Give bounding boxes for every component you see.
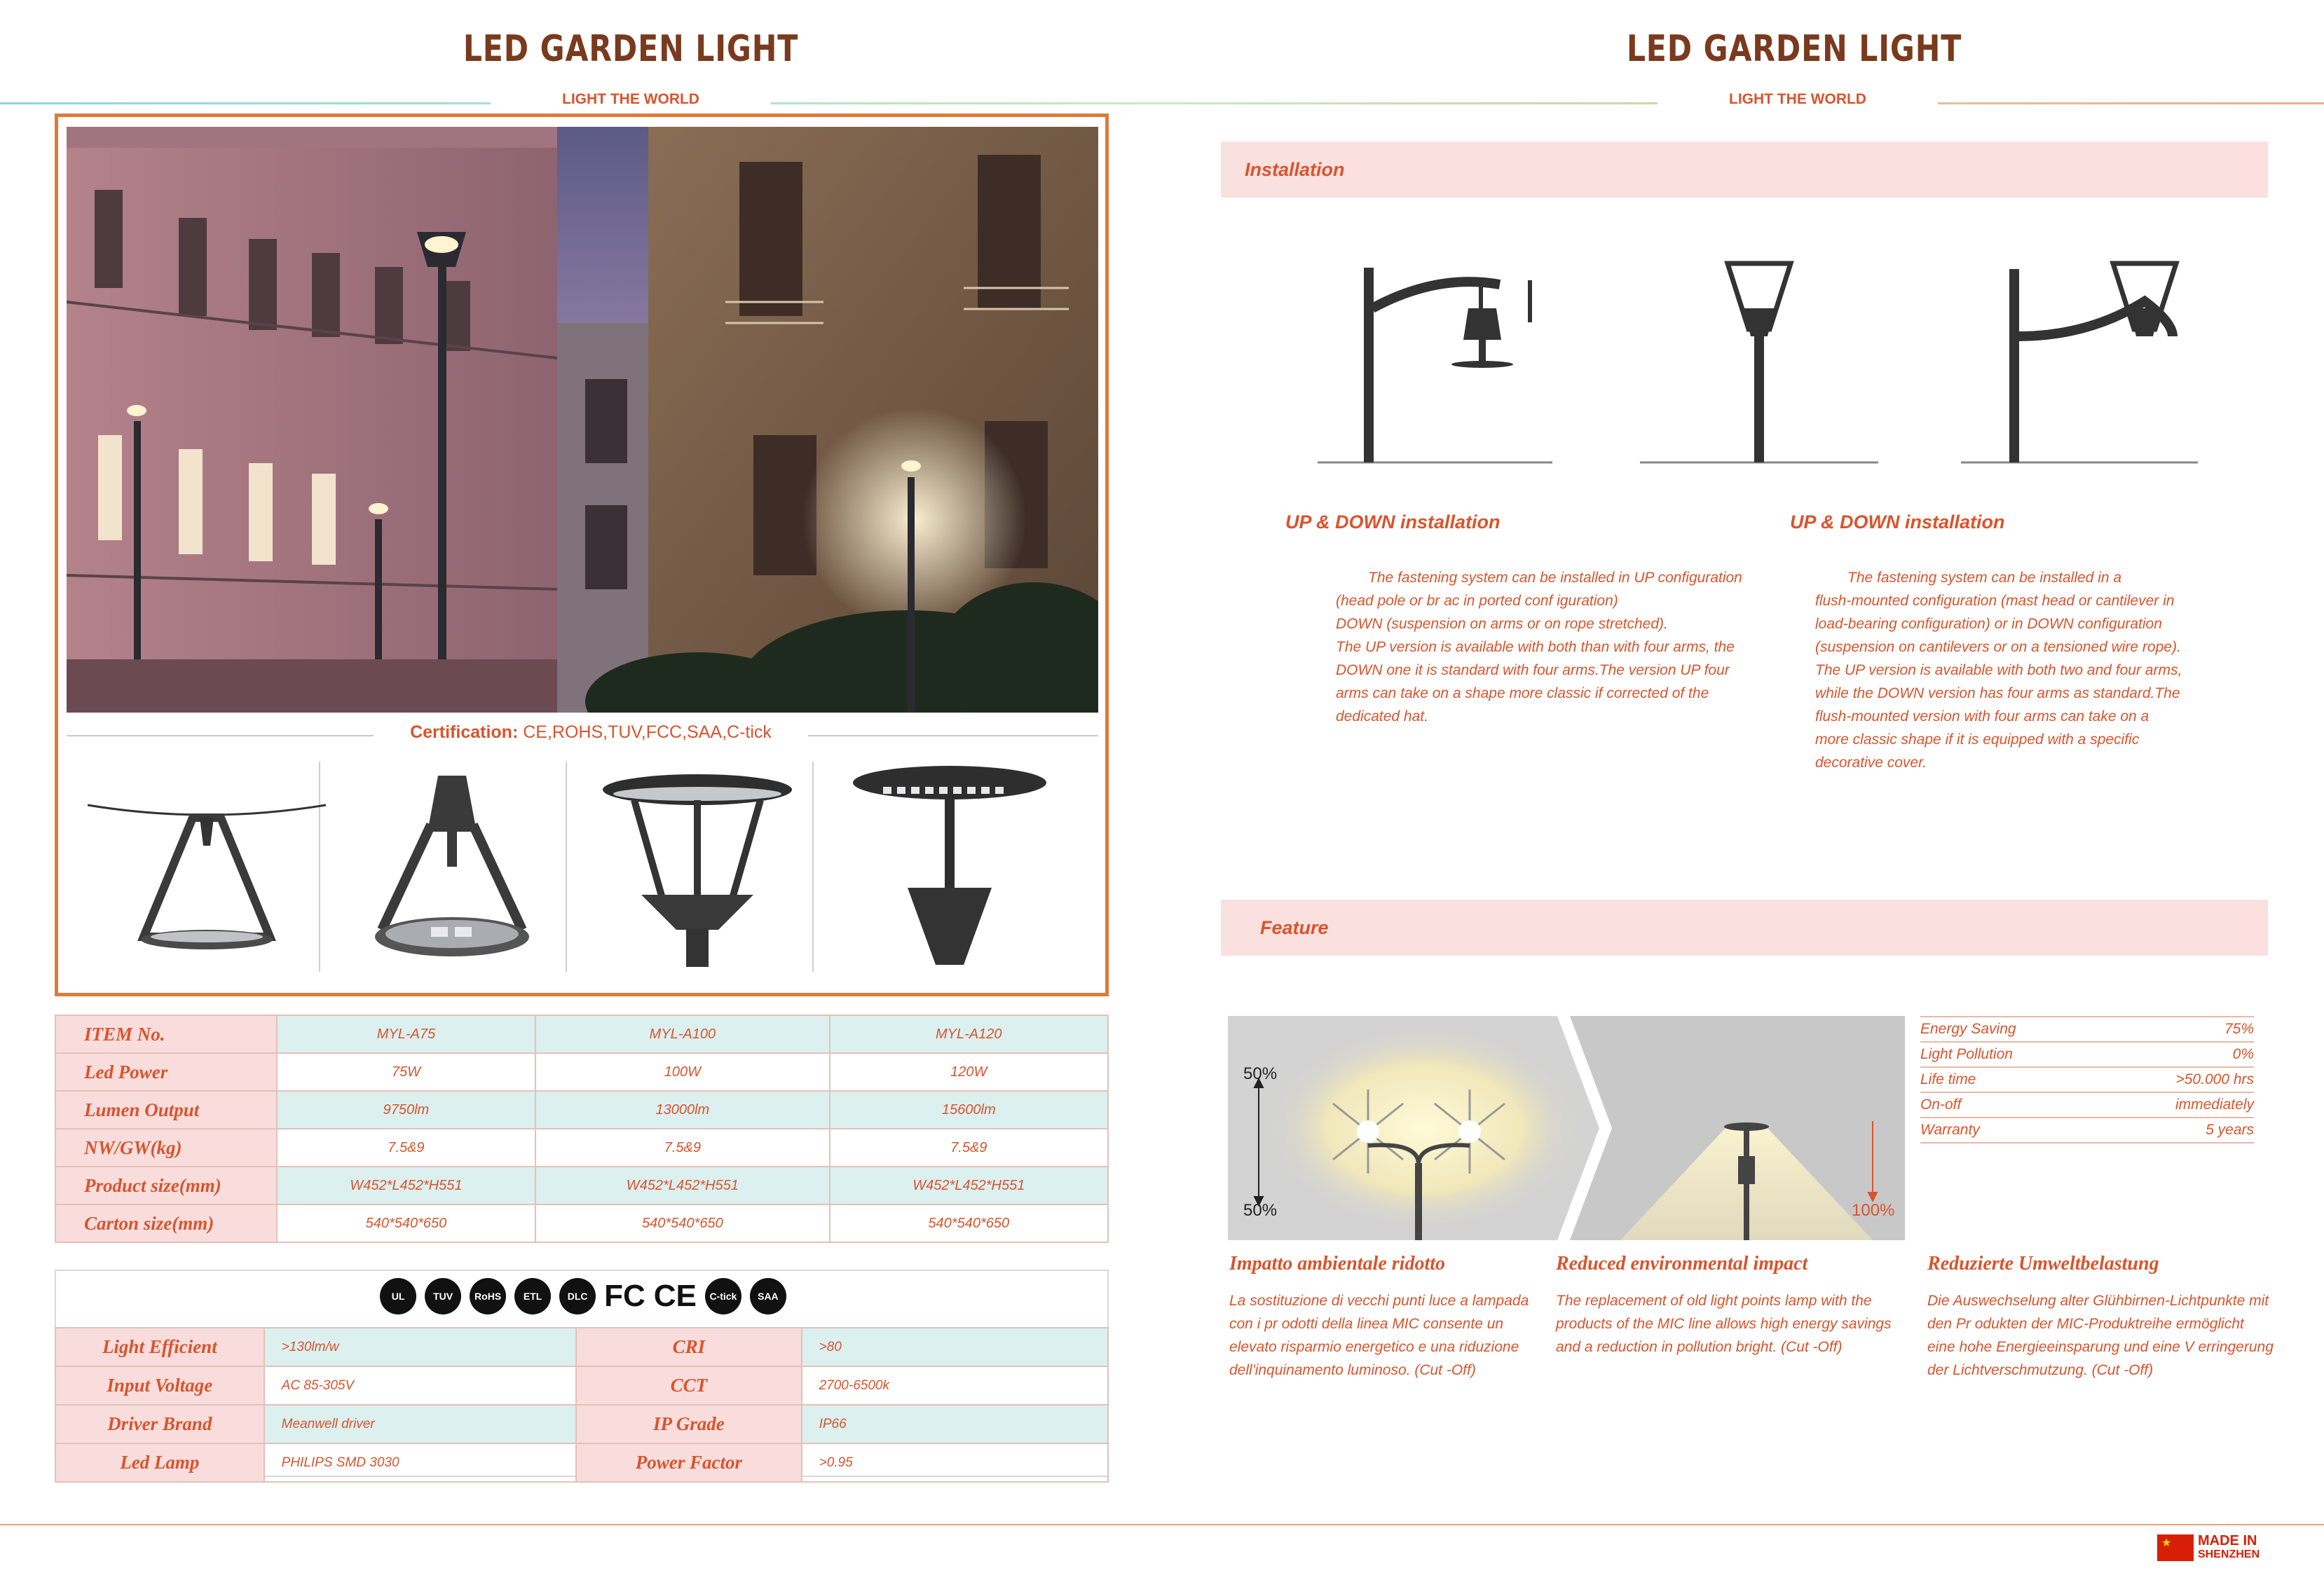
left-tagline: LIGHT THE WORLD [562, 91, 699, 107]
electrical-spec-label: Input Voltage [55, 1366, 264, 1405]
electrical-spec-label: CCT [576, 1366, 802, 1405]
text-line: and a reduction in pollution bright. (Cut -Off) [1556, 1339, 1843, 1355]
install-right-heading: UP & DOWN installation [1790, 511, 2005, 533]
electrical-spec-table [55, 1327, 1109, 1483]
spec-cell: 100W [535, 1053, 829, 1091]
electrical-spec-label: Led Lamp [55, 1443, 264, 1482]
pendant-lamp-image [361, 769, 543, 965]
electrical-spec-value: 2700-6500k [802, 1366, 1108, 1405]
spec-cell: 75W [277, 1053, 536, 1091]
feature-heading-english: Reduced environmental impact [1556, 1253, 1808, 1275]
text-line: arms can take on a shape more classic if corrected of the [1336, 685, 1709, 701]
electrical-spec-row [55, 1443, 1108, 1482]
feature-value: 75% [2224, 1021, 2254, 1037]
text-line: The fastening system can be installed in a [1847, 570, 2122, 586]
header-rule [0, 102, 2324, 104]
feature-list-row [1920, 1068, 2254, 1093]
text-line: dell'inquinamento luminoso. (Cut -Off) [1229, 1362, 1476, 1378]
spec-cell: 540*540*650 [830, 1204, 1108, 1242]
spec-row [55, 1091, 1108, 1129]
text-line: DOWN one it is standard with four arms.The version UP four [1336, 662, 1730, 678]
spec-row [55, 1015, 1108, 1053]
electrical-spec-value: AC 85-305V [264, 1366, 576, 1405]
spec-cell: MYL-A75 [277, 1015, 536, 1053]
text-line: DOWN (suspension on arms or on rope stretched). [1336, 616, 1668, 632]
diagram-top-percent: 50% [1243, 1064, 1278, 1083]
feature-list-row [1920, 1093, 2254, 1118]
install-left-text [1336, 566, 1770, 728]
electrical-spec-value: >0.95 [802, 1443, 1108, 1482]
feature-list-row [1920, 1118, 2254, 1143]
right-page-title: LED GARDEN LIGHT [1626, 28, 1962, 70]
cert-marks-row [56, 1278, 1110, 1327]
feature-name: Energy Saving [1920, 1021, 2016, 1037]
feature-name: Life time [1920, 1071, 1976, 1087]
electrical-spec-value: PHILIPS SMD 3030 [264, 1443, 576, 1482]
text-line: load-bearing configuration) or in DOWN configuration [1815, 616, 2162, 632]
electrical-spec-label: CRI [576, 1328, 802, 1366]
feature-list-row [1920, 1017, 2254, 1043]
diagram-down-percent: 100% [1852, 1201, 1895, 1220]
feature-text-italian [1229, 1289, 1545, 1382]
cert-mark-dlc: DLC [559, 1278, 596, 1314]
made-in-badge [2157, 1532, 2269, 1562]
badge-line1: MADE IN [2198, 1533, 2257, 1548]
spec-cell: 120W [830, 1053, 1108, 1091]
text-line: The fastening system can be installed in UP configuration [1368, 570, 1742, 586]
feature-value: >50.000 hrs [2175, 1071, 2254, 1087]
footer-rule [0, 1524, 2324, 1525]
diagram-bottom-percent: 50% [1243, 1201, 1278, 1220]
cert-mark-ce: CE [653, 1279, 697, 1313]
spec-row-label: Led Power [55, 1053, 277, 1091]
product-spec-table [55, 1015, 1109, 1243]
spec-cell: W452*L452*H551 [277, 1167, 536, 1204]
street-scene-photo [67, 127, 1098, 713]
feature-name: Warranty [1920, 1122, 1980, 1138]
certification-line [374, 722, 808, 748]
spec-cell: MYL-A100 [535, 1015, 829, 1053]
electrical-spec-row [55, 1328, 1108, 1366]
spec-cell: 7.5&9 [535, 1129, 829, 1167]
certification-label: Certification: [410, 722, 519, 742]
install-left-heading: UP & DOWN installation [1285, 511, 1501, 533]
left-page-title: LED GARDEN LIGHT [463, 28, 799, 70]
spec-row-label: NW/GW(kg) [55, 1129, 277, 1167]
installation-label: Installation [1245, 159, 1345, 180]
spec-cell: W452*L452*H551 [535, 1167, 829, 1204]
spec-row-label: Carton size(mm) [55, 1204, 277, 1242]
spec-cell: 7.5&9 [830, 1129, 1108, 1167]
electrical-spec-label: Light Efficient [55, 1328, 264, 1366]
feature-text-german [1927, 1289, 2278, 1382]
spec-cell: MYL-A120 [830, 1015, 1108, 1053]
street-scene-image [67, 127, 1098, 713]
electrical-spec-label: IP Grade [576, 1405, 802, 1443]
badge-line2: SHENZHEN [2198, 1548, 2260, 1560]
text-line: decorative cover. [1815, 755, 1927, 771]
feature-list [1920, 1016, 2254, 1143]
electrical-spec-value: IP66 [802, 1405, 1108, 1443]
installation-bar [1221, 142, 2268, 198]
text-line: flush-mounted configuration (mast head or cantilever in [1815, 593, 2175, 609]
feature-label: Feature [1260, 917, 1329, 938]
installation-diagram-post-top [1640, 263, 1878, 462]
spec-row [55, 1053, 1108, 1091]
text-line: den Pr odukten der MIC-Produktreihe ermöglicht [1927, 1316, 2244, 1332]
spec-row [55, 1167, 1108, 1204]
text-line: eine hohe Energieeinsparung und eine V erringerung [1927, 1339, 2274, 1355]
cert-mark-saa: SAA [750, 1278, 786, 1314]
text-line: while the DOWN version has four arms as standard.The [1815, 685, 2180, 701]
text-line: products of the MIC line allows high energy savings [1556, 1316, 1892, 1332]
cert-mark-etl: ETL [514, 1278, 551, 1314]
text-line: The replacement of old light points lamp with the [1556, 1293, 1872, 1309]
post-top-lamp-image [599, 769, 795, 972]
spec-cell: 15600lm [830, 1091, 1108, 1129]
text-line: (suspension on cantilevers or on a tensioned wire rope). [1815, 639, 2181, 655]
electrical-spec-box [55, 1270, 1109, 1477]
feature-text-english [1556, 1289, 1920, 1359]
electrical-spec-value: >130lm/w [264, 1328, 576, 1366]
feature-value: immediately [2175, 1097, 2254, 1113]
right-tagline-box [1657, 91, 1938, 115]
spec-cell: 540*540*650 [535, 1204, 829, 1242]
text-line: The UP version is available with both two and four arms, [1815, 662, 2182, 678]
text-line: der Lichtverschmutzung. (Cut -Off) [1927, 1362, 2154, 1378]
certification-value: CE,ROHS,TUV,FCC,SAA,C-tick [518, 722, 772, 742]
spec-row-label: Product size(mm) [55, 1167, 277, 1204]
spec-cell: 9750lm [277, 1091, 536, 1129]
light-distribution-diagram [1228, 1016, 1905, 1240]
text-line: dedicated hat. [1336, 708, 1428, 724]
electrical-spec-row [55, 1405, 1108, 1443]
left-tagline-box [491, 91, 771, 115]
spec-cell: 13000lm [535, 1091, 829, 1129]
installation-diagram-cantilever-down [1318, 268, 1552, 462]
electrical-spec-label: Power Factor [576, 1443, 802, 1482]
post-top-lamp-led-image [845, 762, 1055, 972]
install-right-text [1815, 566, 2208, 774]
suspended-lamp-image [88, 776, 326, 958]
spec-cell: W452*L452*H551 [830, 1167, 1108, 1204]
china-flag-icon: ★ [2157, 1534, 2194, 1561]
text-line: elevato risparmio energetico e una riduzione [1229, 1339, 1519, 1355]
electrical-spec-row [55, 1366, 1108, 1405]
feature-name: Light Pollution [1920, 1046, 2013, 1062]
text-line: flush-mounted version with four arms can take on a [1815, 708, 2149, 724]
text-line: La sostituzione di vecchi punti luce a lampada [1229, 1293, 1529, 1309]
electrical-spec-label: Driver Brand [55, 1405, 264, 1443]
right-tagline: LIGHT THE WORLD [1729, 91, 1866, 107]
feature-bar [1221, 900, 2268, 956]
thumb-divider-2 [566, 762, 567, 972]
spec-cell: 7.5&9 [277, 1129, 536, 1167]
electrical-spec-value: >80 [802, 1328, 1108, 1366]
feature-list-row [1920, 1043, 2254, 1068]
text-line: The UP version is available with both than with four arms, the [1336, 639, 1735, 655]
cert-mark-ul-listed: UL [380, 1278, 416, 1314]
text-line: more classic shape if it is equipped with a specific [1815, 731, 2140, 748]
thumb-divider-3 [812, 762, 814, 972]
feature-column-german [1927, 1253, 2278, 1382]
spec-row [55, 1204, 1108, 1242]
spec-row-label: ITEM No. [55, 1015, 277, 1053]
feature-column-english [1556, 1253, 1920, 1359]
feature-heading-italian: Impatto ambientale ridotto [1229, 1253, 1446, 1275]
text-line: con i pr odotti della linea MIC consente un [1229, 1316, 1504, 1332]
cert-mark-rohs: RoHS [470, 1278, 506, 1314]
spec-cell: 540*540*650 [277, 1204, 536, 1242]
spec-row [55, 1129, 1108, 1167]
cert-mark-c-tick: C-tick [705, 1278, 741, 1314]
text-line: Die Auswechselung alter Glühbirnen-Lichtpunkte mit [1927, 1293, 2269, 1309]
installation-diagram-cantilever-up [1961, 263, 2198, 462]
feature-column-italian [1229, 1253, 1545, 1382]
text-line: (head pole or br ac in ported conf iguration) [1336, 593, 1618, 609]
feature-value: 0% [2232, 1046, 2254, 1062]
feature-name: On-off [1920, 1097, 1962, 1113]
feature-heading-german: Reduzierte Umweltbelastung [1927, 1253, 2159, 1275]
cert-mark-tuv: TUV [425, 1278, 461, 1314]
product-showcase-frame [55, 114, 1109, 996]
cert-mark-fc: FC [604, 1279, 645, 1313]
electrical-spec-value: Meanwell driver [264, 1405, 576, 1443]
product-thumbnails [67, 762, 1098, 972]
spec-row-label: Lumen Output [55, 1091, 277, 1129]
installation-diagrams [1318, 259, 2201, 469]
feature-value: 5 years [2206, 1122, 2254, 1138]
